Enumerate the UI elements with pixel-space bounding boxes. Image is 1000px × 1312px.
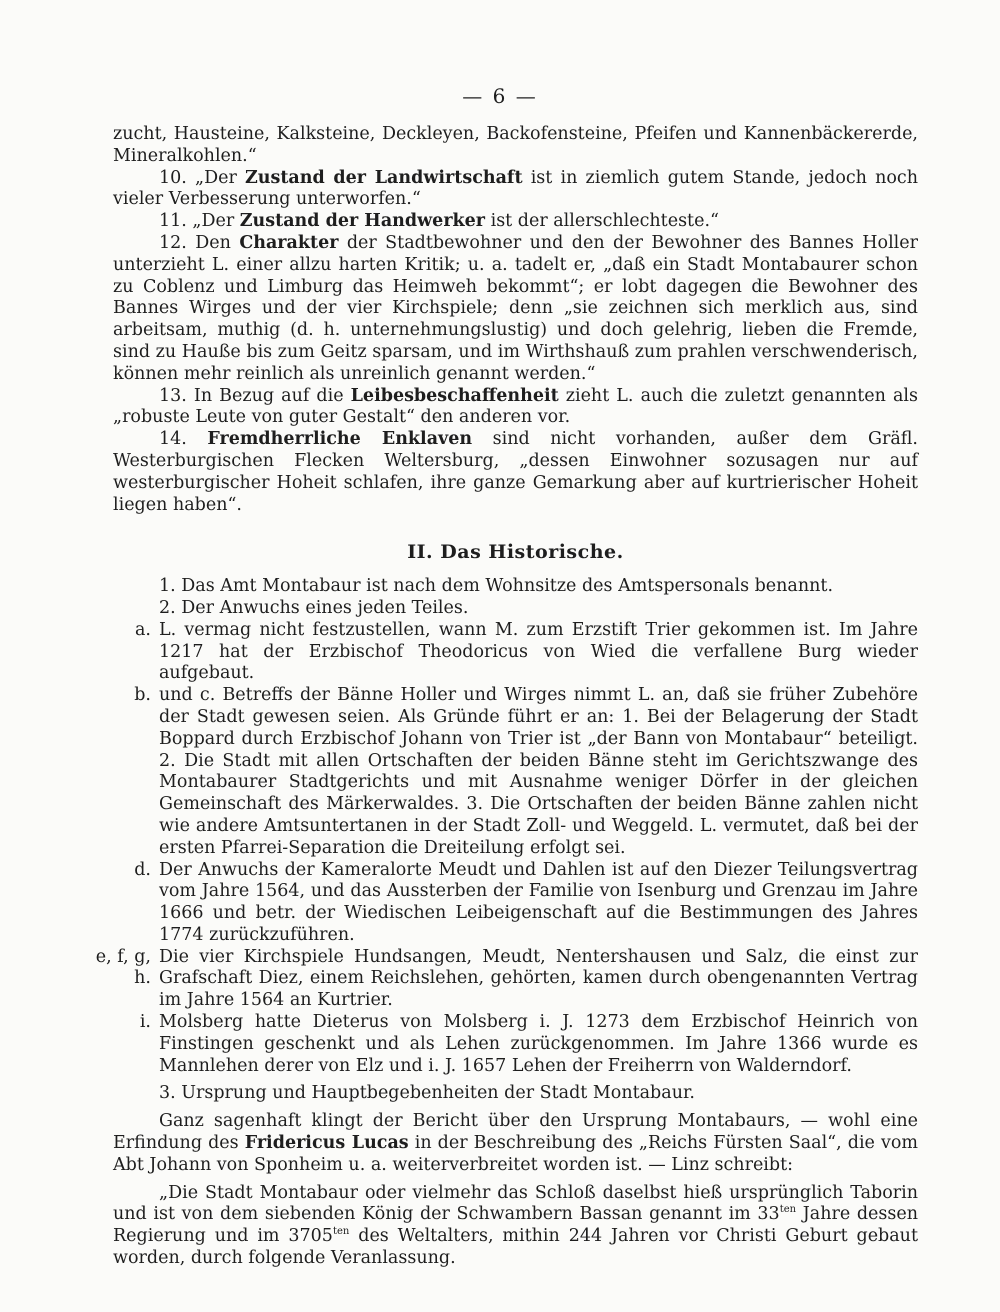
item-11-bold: Zustand der Handwerker: [239, 211, 486, 232]
hist-item-a-text: L. vermag nicht festzustellen, wann M. zum Erzstift Trier gekommen ist. Im Jahre 1217 hat der Erzbischof Theodoricus von Wied die verfallene Burg wieder aufgebaut.: [159, 619, 918, 684]
quote-sup-1: ten: [779, 1204, 797, 1216]
document-body: [95, 124, 919, 1270]
paragraph-ganz: [113, 1111, 918, 1176]
hist-item-1: 1. Das Amt Montabaur ist nach dem Wohnsitze des Amtspersonals benannt.: [159, 576, 834, 597]
paragraph-ganz-pre: Ganz sagenhaft klingt der Bericht über den Ursprung Montabaurs, — wohl eine Erfindung des: [113, 1111, 918, 1154]
item-11: [113, 211, 918, 233]
hist-item-efgh: [95, 946, 918, 1012]
item-13: [113, 386, 918, 430]
paragraph-ganz-bold: Fridericus Lucas: [244, 1133, 409, 1154]
hist-item-2: 2. Der Anwuchs eines jeden Teiles.: [159, 597, 469, 618]
item-12-bold: Charakter: [239, 232, 339, 253]
quote-part-1: „Die Stadt Montabaur oder vielmehr das Schloß daselbst hieß ursprünglich Taborin und ist von dem siebenden König der Schwambern Bassan genannt im 33: [113, 1182, 918, 1225]
item-12-pre: 12. Den: [159, 232, 240, 253]
item-11-post: ist der allerschlechteste.“: [485, 211, 719, 232]
quote-part-3: des Weltalters, mithin 244 Jahren vor Christi Geburt gebaut worden, durch folgende Veranlassung.: [113, 1226, 918, 1269]
quote-paragraph: [113, 1183, 918, 1270]
hist-item-b: [113, 685, 918, 859]
quote-part-2: Jahre dessen Regierung und im 3705: [113, 1204, 919, 1247]
hist-item-d: [113, 860, 918, 947]
hist-item-efgh-text: Die vier Kirchspiele Hundsangen, Meudt, Nentershausen und Salz, die einst zur Grafschaft Diez, einem Reichslehen, gehörten, kamen durch obengenannten Vertrag im Jahre 1564 an Kurtrier.: [159, 946, 918, 1011]
hist-item-efgh-label: e, f, g, h.: [95, 946, 151, 989]
hist-item-3: 3. Ursprung und Hauptbegebenheiten der Stadt Montabaur.: [159, 1083, 695, 1104]
hist-item-a-label: a.: [135, 619, 151, 640]
hist-item-i-label: i.: [139, 1012, 151, 1033]
item-10-pre: 10. „Der: [159, 167, 245, 188]
item-10: [113, 168, 918, 212]
paragraph-continuation: zucht, Hausteine, Kalksteine, Deckleyen, Backofensteine, Pfeifen und Kannenbäckererde, Mineralkohlen.“: [113, 124, 918, 166]
item-14-bold: Fremdherrliche Enklaven: [207, 429, 473, 450]
hist-item-i: [113, 1012, 918, 1077]
quote-sup-2: ten: [332, 1226, 350, 1238]
hist-item-a: [113, 620, 918, 685]
item-14-pre: 14.: [159, 429, 208, 450]
item-12-post: der Stadtbewohner und den der Bewohner des Bannes Holler unterzieht L. einer allzu harten Kritik; u. a. tadelt er, „daß ein Stadt Montabaurer schon zu Coblenz und Limburg das Heimweh bekommt“; er lobt dagegen die Bewohner des Bannes Wirges und der vier Kirchspiele; denn „sie zeichnen sich merklich aus, sind arbeitsam, muthig (d. h. unternehmungslustig) und doch gelehrig, lieben die Fremde, sind zu Hauße bis zum Geitz sparsam, und im Wirthshauß zum prahlen verschwenderisch, können mehr reinlich als unreinlich genannt werden.“: [113, 232, 918, 384]
item-14: [113, 429, 918, 516]
hist-item-d-label: d.: [134, 859, 151, 880]
item-12: [113, 233, 918, 386]
hist-item-b-label: b.: [134, 685, 151, 706]
item-10-bold: Zustand der Landwirtschaft: [245, 167, 523, 188]
item-13-post: zieht L. auch die zuletzt genannten als „robuste Leute von guter Gestalt“ den anderen vor.: [113, 385, 918, 428]
section-heading: II. Das Historische.: [407, 541, 624, 564]
paragraph-ganz-post: in der Beschreibung des „Reichs Fürsten Saal“, die vom Abt Johann von Sponheim u. a. weiterverbreitet worden ist. — Linz schreibt:: [113, 1133, 918, 1175]
item-14-post: sind nicht vorhanden, außer dem Gräfl. Westerburgischen Flecken Weltersburg, „dessen Einwohner sozusagen nur auf westerburgischer Hoheit schlafen, ihre ganze Gemarkung aber auf kurtrierischer Hoheit liegen haben“.: [113, 429, 918, 515]
item-11-pre: 11. „Der: [159, 211, 240, 232]
item-10-post: ist in ziemlich gutem Stande, jedoch noch vieler Verbesserung unterworfen.“: [113, 167, 919, 210]
hist-item-i-text: Molsberg hatte Dieterus von Molsberg i. J. 1273 dem Erzbischof Heinrich von Finstingen geschenkt und als Lehen zurückgenommen. Im Jahre 1366 wurde es Mannlehen derer von Elz und i. J. 1657 Lehen der Freiherrn von Walderndorf.: [159, 1012, 918, 1076]
hist-item-d-text: Der Anwuchs der Kameralorte Meudt und Dahlen ist auf den Diezer Teilungsvertrag vom Jahre 1564, und das Aussterben der Familie von Isenburg und Grenzau im Jahre 1666 und betr. der Wiedischen Leibeigenschaft auf die Bestimmungen des Jahres 1774 zurückzuführen.: [159, 859, 918, 945]
item-13-pre: 13. In Bezug auf die: [159, 385, 351, 406]
page-number: — 6 —: [462, 84, 538, 108]
hist-item-b-text: und c. Betreffs der Bänne Holler und Wirges nimmt L. an, daß sie früher Zubehöre der Stadt gewesen seien. Als Gründe führt er an: 1. Bei der Belagerung der Stadt Boppard durch Erzbischof Johann von Trier ist „der Bann von Montabaur“ beteiligt. 2. Die Stadt mit allen Ortschaften der beiden Bänne steht im Gerichtszwange des Montabaurer Stadtgerichts und mit Ausnahme weniger Dörfer in der gleichen Gemeinschaft des Märkerwaldes. 3. Die Ortschaften der beiden Bänne zahlen nicht wie andere Amtsuntertanen in der Stadt Zoll- und Weggeld. L. vermutet, daß bei der ersten Pfarrei-Separation die Dreiteilung erfolgt sei.: [159, 685, 918, 858]
item-13-bold: Leibesbeschaffenheit: [350, 385, 559, 406]
